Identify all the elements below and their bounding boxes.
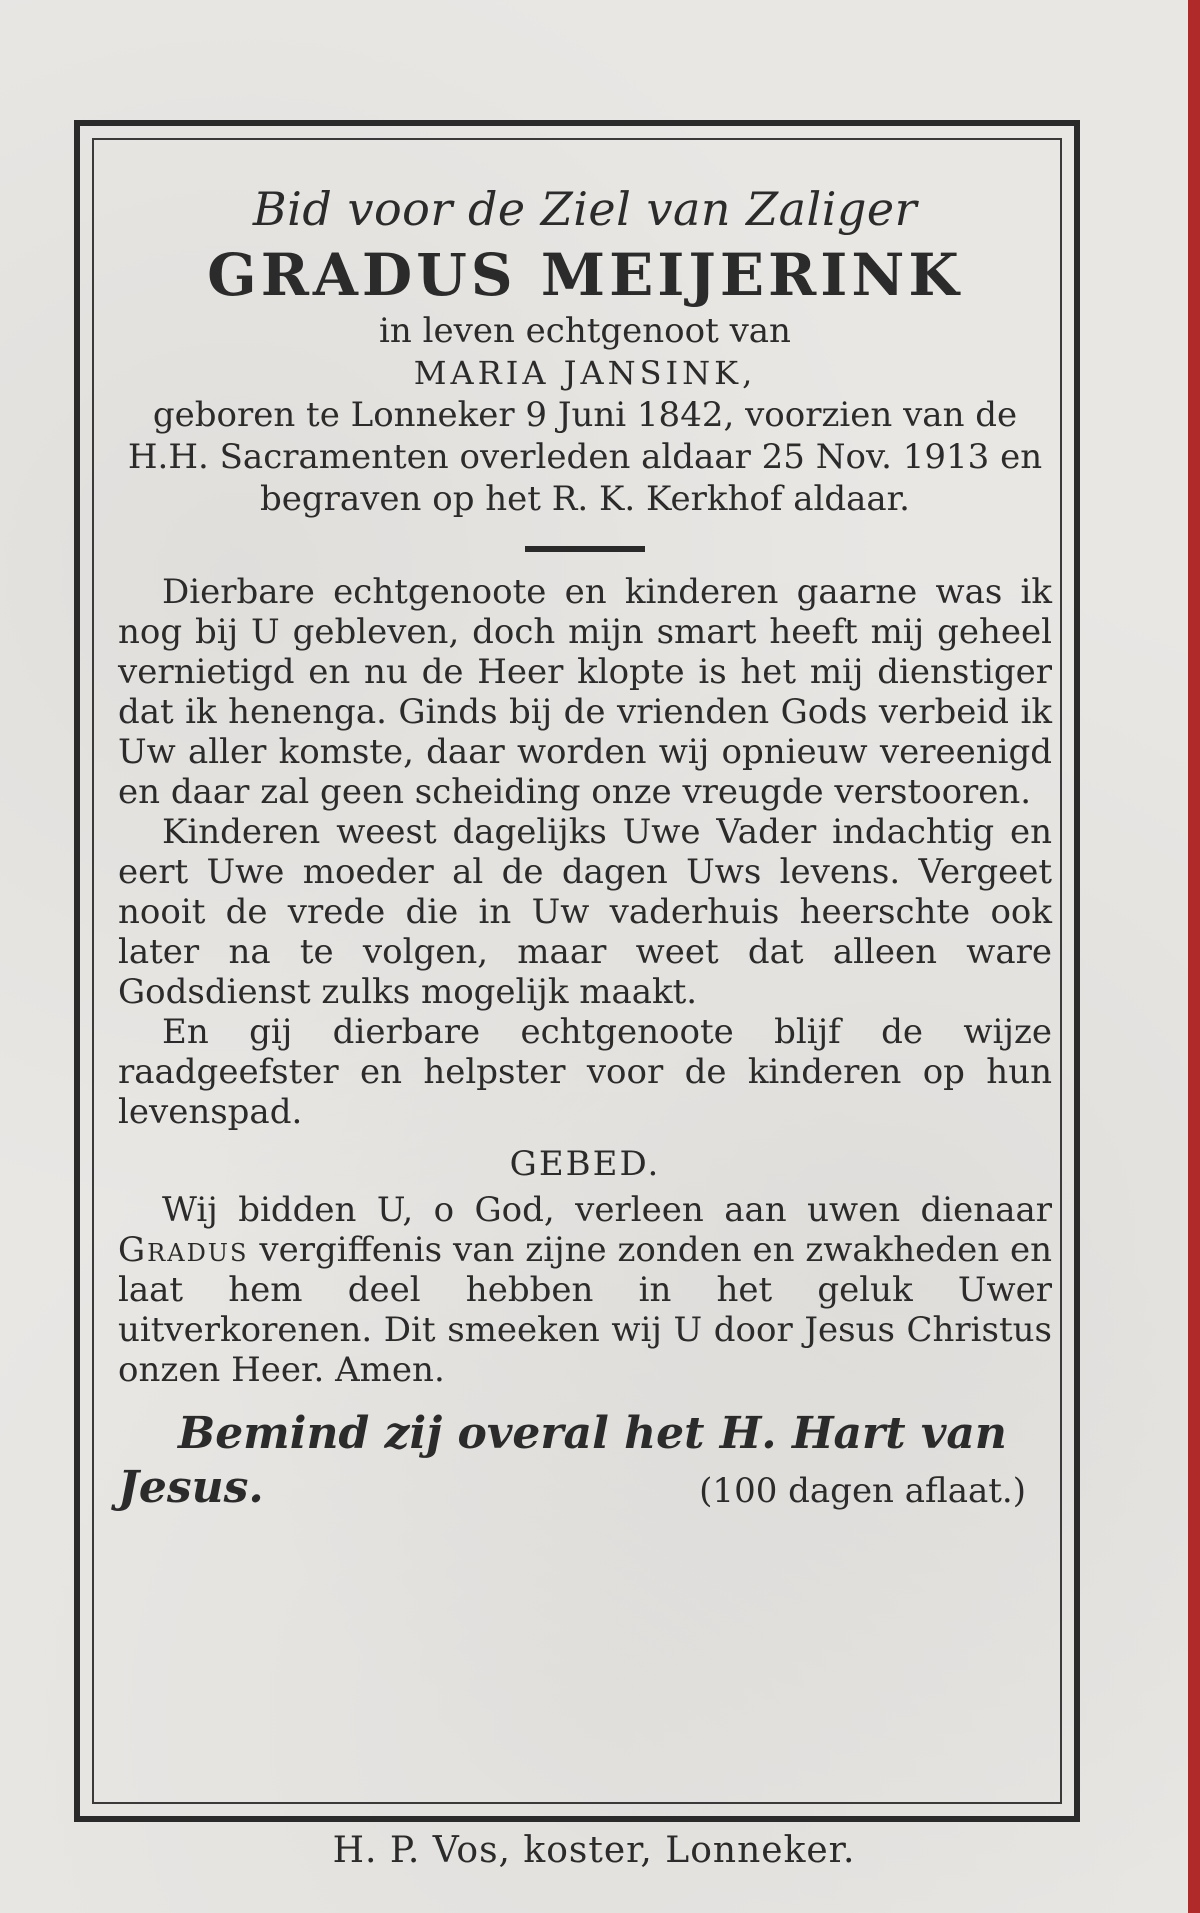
prayer-text	[118, 1190, 1052, 1390]
card-content	[118, 180, 1052, 1513]
indulgence-note: (100 dagen aflaat.)	[699, 1471, 1026, 1511]
prayer-name: Gradus	[118, 1230, 249, 1270]
motto-end: Jesus.	[118, 1462, 264, 1513]
paragraph-2: Kinderen weest dagelijks Uwe Vader indachtig en eert Uwe moeder al de dagen Uws levens. Vergeet nooit de vrede die in Uw vaderhuis heerschte ook later na te volgen, maar weet dat alleen ware Godsdienst zulks mogelijk maakt.	[118, 812, 1052, 1012]
divider-rule	[525, 546, 645, 552]
paragraph-1: Dierbare echtgenoote en kinderen gaarne was ik nog bij U gebleven, doch mijn smart heeft mij geheel vernietigd en nu de Heer klopte is het mij dienstiger dat ik henenga. Ginds bij de vrienden Gods verbeid ik Uw aller komste, daar worden wij opnieuw vereenigd en daar zal geen scheiding onze vreugde verstooren.	[118, 572, 1052, 812]
card-heading: Bid voor de Ziel van Zaliger	[252, 182, 918, 236]
prayer-title: GEBED.	[509, 1144, 661, 1184]
prayer-text-start: Wij bidden U, o God, verleen aan uwen dienaar	[162, 1190, 1052, 1230]
biography: geboren te Lonneker 9 Juni 1842, voorzien van de H.H. Sacramenten overleden aldaar 25 Nov. 1913 en begraven op het R. K. Kerkhof aldaar.	[127, 395, 1043, 519]
prayer-text-end: vergiffenis van zijne zonden en zwakheden en laat hem deel hebben in het geluk Uwer uitverkorenen. Dit smeeken wij U door Jesus Christus onzen Heer. Amen.	[118, 1230, 1053, 1390]
motto-line: Bemind zij overal het H. Hart van	[178, 1408, 1007, 1459]
deceased-name: GRADUS MEIJERINK	[207, 241, 963, 309]
printer-credit: H. P. Vos, koster, Lonneker.	[332, 1830, 856, 1871]
motto-footer	[118, 1462, 1052, 1513]
spouse-intro: in leven echtgenoot van	[379, 311, 791, 351]
spouse-name: MARIA JANSINK,	[413, 354, 757, 392]
paragraph-3: En gij dierbare echtgenoote blijf de wijze raadgeefster en helpster voor de kinderen op hun levenspad.	[118, 1012, 1052, 1132]
